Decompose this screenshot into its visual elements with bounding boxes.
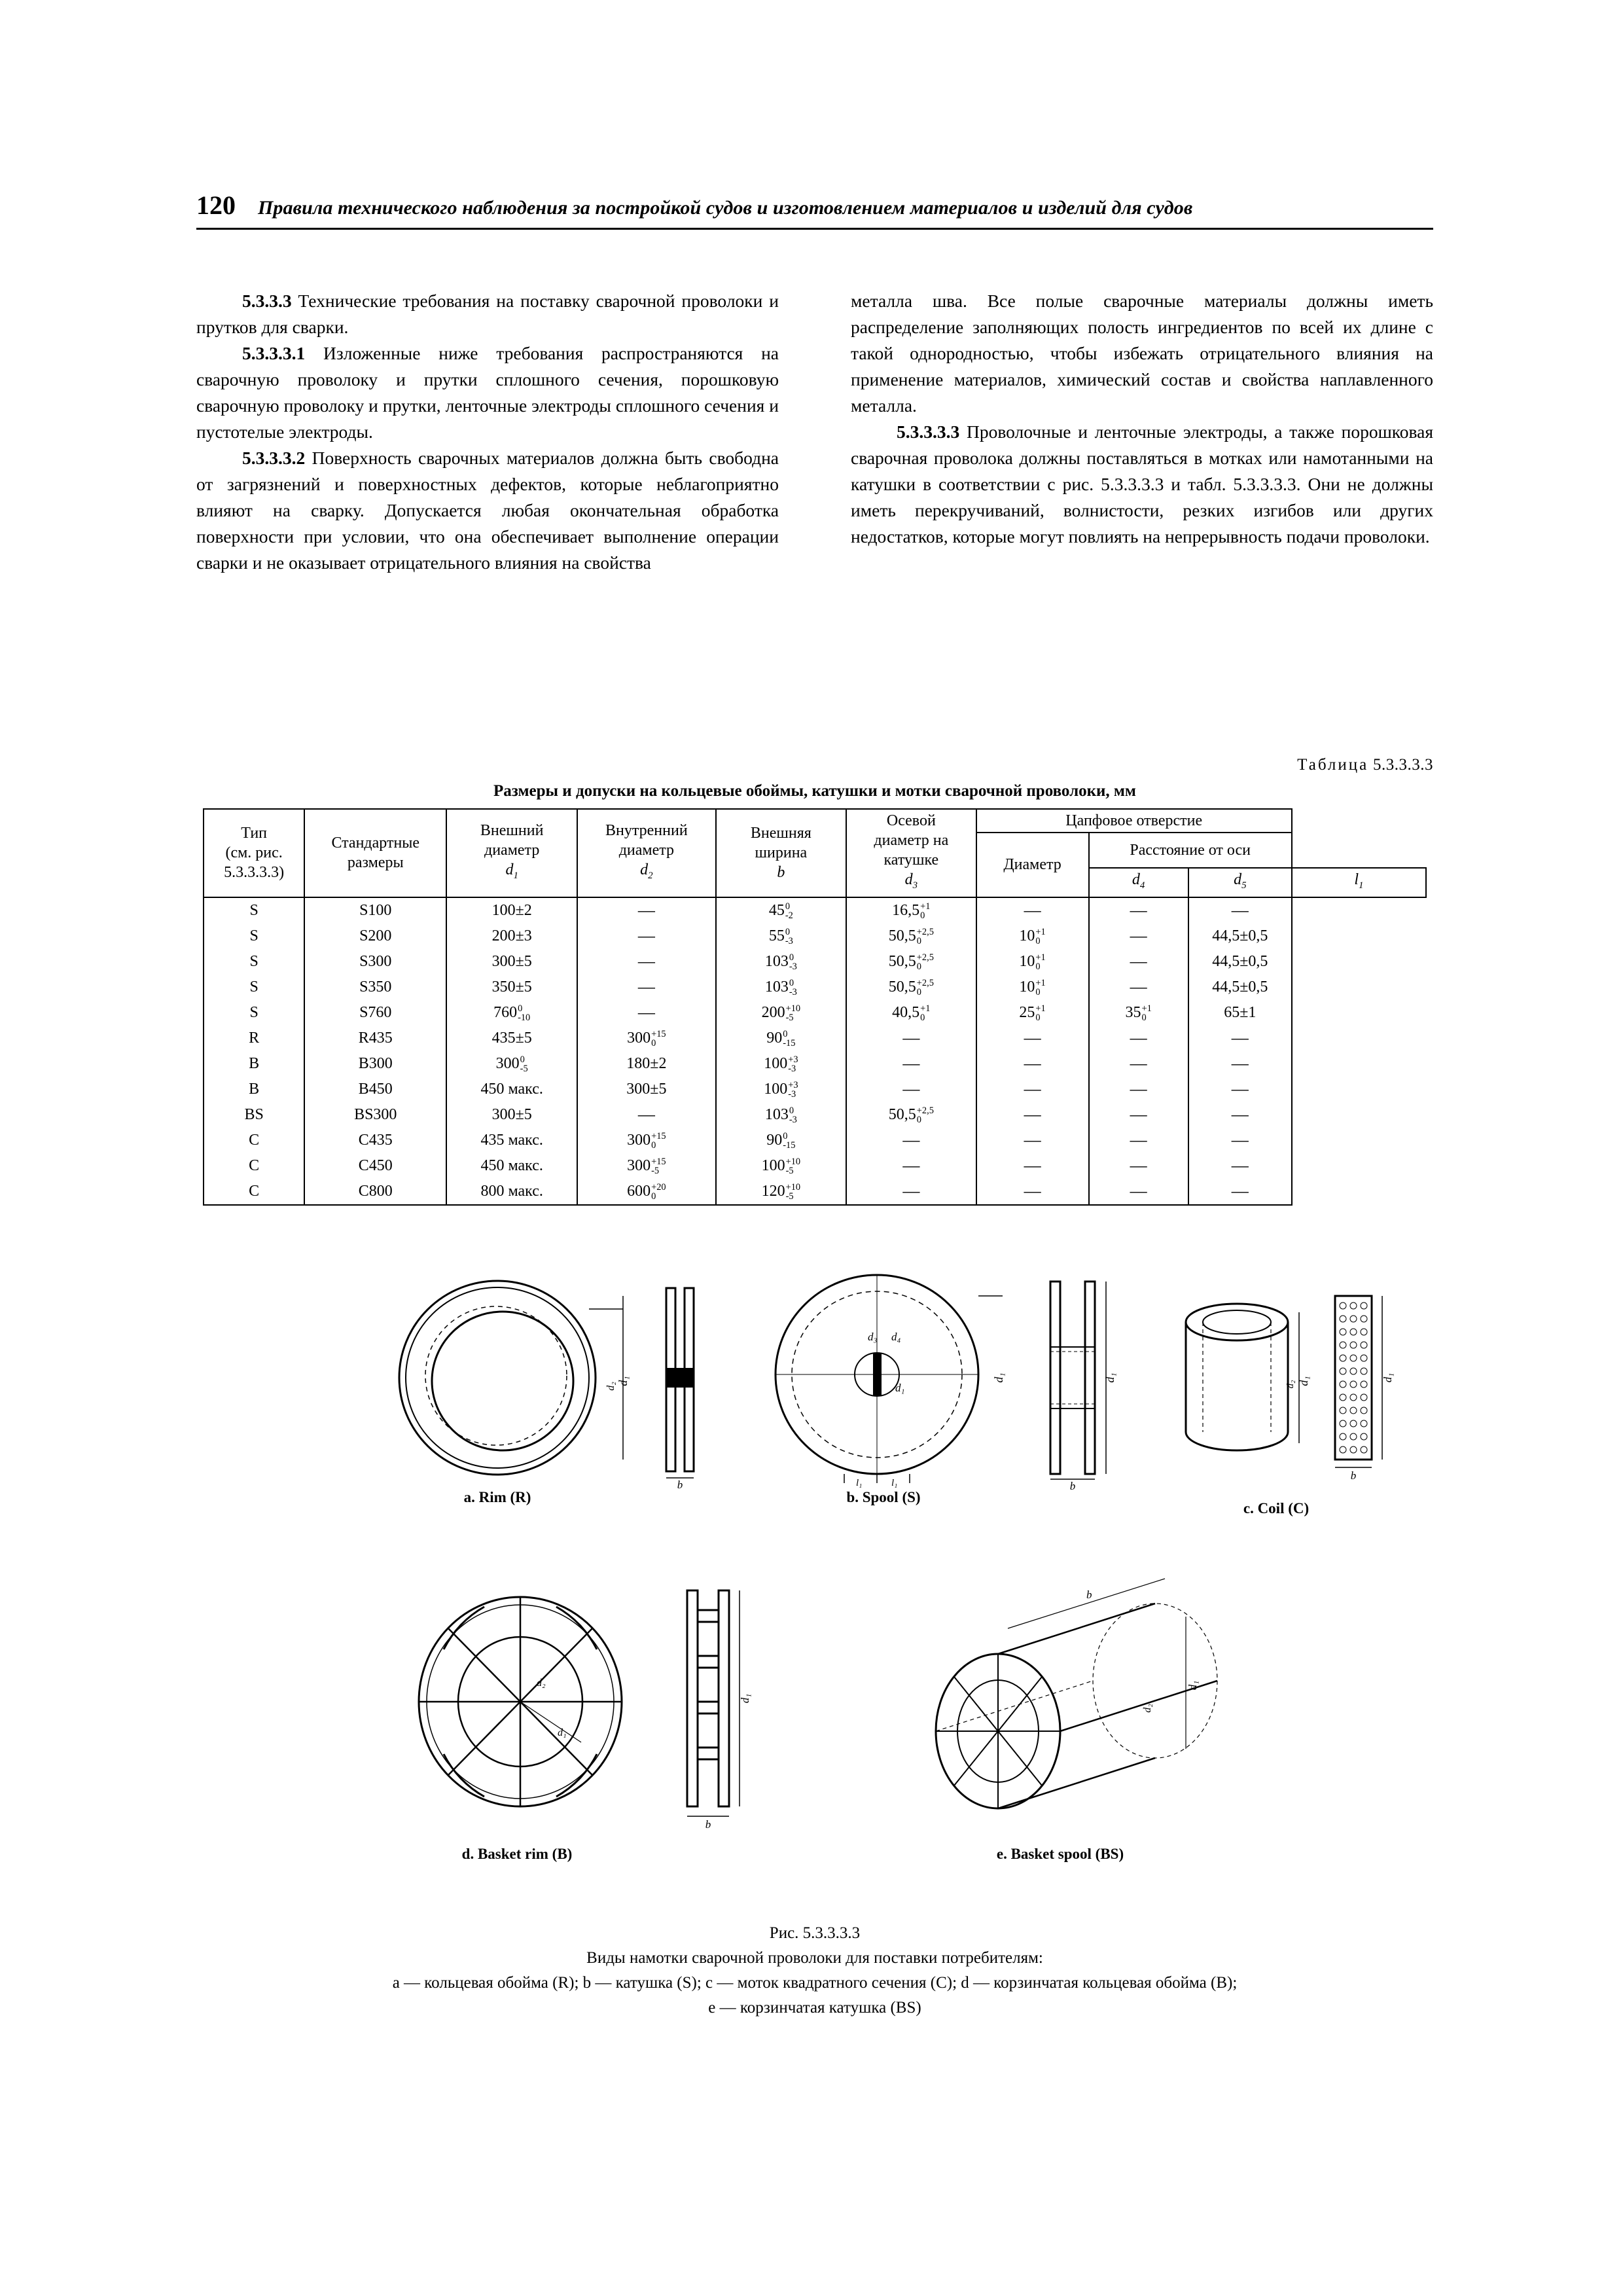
table-cell-l1: —	[1188, 1102, 1292, 1128]
table-cell-b: 200 +10 -5	[716, 1000, 846, 1026]
table-cell-d5: —	[1089, 1179, 1188, 1205]
table-cell-b: 100 +3 -3	[716, 1051, 846, 1077]
th-axial-diameter: Осевой диаметр на катушке $d_3$	[846, 809, 976, 897]
table-caption-label: Таблица	[1297, 756, 1369, 774]
table-row	[204, 897, 1426, 924]
table-cell-l1: —	[1188, 1179, 1292, 1205]
table-cell-b: 103 0 -3	[716, 949, 846, 975]
table-cell-std: S100	[304, 897, 446, 924]
table-cell-d3: —	[846, 1179, 976, 1205]
table-cell-type: C	[204, 1153, 304, 1179]
th-diameter: Диаметр	[976, 833, 1089, 897]
svg-text:b: b	[1086, 1588, 1092, 1601]
figure-rim-section	[628, 1270, 733, 1491]
table-cell-b: 90 0 -15	[716, 1128, 846, 1153]
table-cell-std: C435	[304, 1128, 446, 1153]
table-cell-d3: —	[846, 1051, 976, 1077]
table-cell-std: C450	[304, 1153, 446, 1179]
table-cell-d2: —	[577, 924, 716, 949]
figure-coil-drawing	[1165, 1283, 1315, 1499]
table-cell-d2: 300±5	[577, 1077, 716, 1102]
table-cell-d1: 350±5	[446, 975, 577, 1000]
figure-legend-line-1: a — кольцевая обойма (R); b — катушка (S); c — моток квадратного сечения (C); d — корзинчатая кольцевая обойма (B);	[392, 1974, 1238, 1992]
table-cell-d2: —	[577, 897, 716, 924]
table-cell-std: S200	[304, 924, 446, 949]
table-row	[204, 1077, 1426, 1102]
table-row	[204, 1179, 1426, 1205]
table-cell-d5: —	[1089, 1077, 1188, 1102]
table-header	[204, 809, 1426, 897]
th-standard: Стандартные размеры	[304, 809, 446, 897]
table-cell-std: B300	[304, 1051, 446, 1077]
table-cell-l1: —	[1188, 897, 1292, 924]
svg-text:b: b	[677, 1479, 683, 1491]
svg-text:d₂: d₂	[537, 1677, 546, 1689]
svg-text:l₁: l₁	[856, 1478, 863, 1488]
svg-text:d₁: d₁	[895, 1382, 905, 1394]
table-caption	[196, 756, 1433, 774]
figure-e-caption: e. Basket spool (BS)	[996, 1846, 1124, 1862]
table-cell-d4: 10 +1 0	[976, 949, 1089, 975]
table-cell-type: C	[204, 1128, 304, 1153]
figure-row-bottom	[196, 1558, 1433, 1937]
figure-a-caption: a. Rim (R)	[463, 1489, 531, 1505]
left-column	[196, 288, 779, 576]
table-caption-number: 5.3.3.3.3	[1373, 756, 1433, 774]
table-cell-l1: 65±1	[1188, 1000, 1292, 1026]
table-cell-d2: —	[577, 1000, 716, 1026]
table-cell-d4: —	[976, 1051, 1089, 1077]
svg-text:d₁: d₁	[739, 1693, 751, 1704]
table-cell-l1: 44,5±0,5	[1188, 949, 1292, 975]
svg-text:d₁: d₁	[616, 1376, 630, 1386]
paragraph-5333: 5.3.3.3 Технические требования на поставку сварочной проволоки и прутков для сварки.	[196, 291, 779, 337]
table-cell-d4: 10 +1 0	[976, 975, 1089, 1000]
table-cell-d5: —	[1089, 1128, 1188, 1153]
table-cell-d3: 50,5 +2,5 0	[846, 949, 976, 975]
svg-text:d₃: d₃	[868, 1331, 878, 1343]
table-cell-type: S	[204, 1000, 304, 1026]
table-cell-b: 120 +10 -5	[716, 1179, 846, 1205]
table-row	[204, 1102, 1426, 1128]
svg-text:d₂: d₂	[605, 1382, 616, 1391]
table-cell-d1: 300±5	[446, 1102, 577, 1128]
table-cell-d5: —	[1089, 1102, 1188, 1128]
page-number: 120	[196, 190, 236, 220]
table-cell-d1: 435 макс.	[446, 1128, 577, 1153]
svg-text:d₁: d₁	[992, 1372, 1005, 1383]
figure-spool-section	[1014, 1270, 1139, 1492]
figure-coil-section	[1309, 1283, 1407, 1499]
svg-text:d₁: d₁	[1103, 1372, 1116, 1383]
table-cell-d3: —	[846, 1128, 976, 1153]
table-row	[204, 1026, 1426, 1051]
figure-b-caption: b. Spool (S)	[846, 1489, 921, 1505]
figure-spool-drawing	[746, 1270, 1021, 1486]
table-cell-type: S	[204, 975, 304, 1000]
figure-rim-drawing	[386, 1270, 648, 1486]
table-row	[204, 1000, 1426, 1026]
svg-text:d₁: d₁	[558, 1727, 567, 1738]
table-cell-d1: 300±5	[446, 949, 577, 975]
svg-text:d₂: d₂	[1142, 1704, 1153, 1713]
table-row	[204, 1051, 1426, 1077]
svg-text:d₁: d₁	[1186, 1680, 1199, 1691]
table-cell-d3: 50,5 +2,5 0	[846, 924, 976, 949]
th-distance-from-axis: Расстояние от оси	[1089, 833, 1292, 868]
table-cell-d5: —	[1089, 1051, 1188, 1077]
table-cell-d2: 300 +15 0	[577, 1128, 716, 1153]
svg-text:d₄: d₄	[891, 1331, 901, 1343]
table-cell-d4: —	[976, 1102, 1089, 1128]
table-cell-std: S300	[304, 949, 446, 975]
table-cell-d5: —	[1089, 924, 1188, 949]
table-body	[204, 897, 1426, 1205]
table-cell-b: 100 +10 -5	[716, 1153, 846, 1179]
svg-text:d₁: d₁	[1297, 1376, 1310, 1386]
table-cell-d5: 35 +1 0	[1089, 1000, 1188, 1026]
table-cell-d1: 800 макс.	[446, 1179, 577, 1205]
table-cell-d4: —	[976, 1153, 1089, 1179]
table-cell-l1: —	[1188, 1026, 1292, 1051]
th-width: Внешняя ширина b	[716, 809, 846, 897]
table-cell-l1: —	[1188, 1128, 1292, 1153]
table-cell-d1: 300 0 -5	[446, 1051, 577, 1077]
figure-number: Рис. 5.3.3.3.3	[769, 1924, 861, 1942]
table-cell-d4: 25 +1 0	[976, 1000, 1089, 1026]
table-cell-l1: 44,5±0,5	[1188, 975, 1292, 1000]
th-trunnion-hole: Цапфовое отверстие	[976, 809, 1292, 833]
table-cell-d3: —	[846, 1026, 976, 1051]
table-cell-d3: —	[846, 1077, 976, 1102]
svg-text:b: b	[1350, 1469, 1357, 1482]
table-cell-std: C800	[304, 1179, 446, 1205]
table-cell-std: R435	[304, 1026, 446, 1051]
paragraph-53332: 5.3.3.3.2 Поверхность сварочных материалов должна быть свободна от загрязнений и поверхностных дефектов, которые неблагоприятно влияют на сварку. Допускается любая окончательная обработка поверхности при условии, что она обеспечивает выполнение операции сварки и не оказывает отрицательного влияния на свойства	[196, 448, 779, 573]
table-cell-d4: 10 +1 0	[976, 924, 1089, 949]
table-row	[204, 975, 1426, 1000]
table-cell-l1: —	[1188, 1051, 1292, 1077]
figure-title: Виды намотки сварочной проволоки для поставки потребителям:	[586, 1949, 1043, 1967]
table-cell-b: 45 0 -2	[716, 897, 846, 924]
table-cell-d2: 600 +20 0	[577, 1179, 716, 1205]
table-cell-d2: —	[577, 975, 716, 1000]
table-cell-d2: 300 +15 0	[577, 1026, 716, 1051]
th-type: Тип (см. рис. 5.3.3.3.3)	[204, 809, 304, 897]
svg-text:b: b	[1069, 1480, 1076, 1492]
table-cell-d1: 450 макс.	[446, 1153, 577, 1179]
table-cell-d4: —	[976, 1128, 1089, 1153]
table-cell-d2: 180±2	[577, 1051, 716, 1077]
table-cell-d1: 100±2	[446, 897, 577, 924]
figure-legend-line-2: e — корзинчатая катушка (BS)	[708, 1999, 921, 2017]
table-cell-d3: —	[846, 1153, 976, 1179]
table-cell-d3: 50,5 +2,5 0	[846, 1102, 976, 1128]
table-cell-type: B	[204, 1077, 304, 1102]
table-header-row-1	[204, 809, 1426, 833]
figure-d-caption: d. Basket rim (B)	[461, 1846, 573, 1862]
table-row	[204, 1128, 1426, 1153]
table-cell-d1: 435±5	[446, 1026, 577, 1051]
header-divider	[196, 228, 1433, 230]
th-l1: $l_1$	[1292, 868, 1426, 897]
figure-basket-rim-drawing	[406, 1571, 641, 1833]
table-row	[204, 949, 1426, 975]
right-column	[851, 288, 1433, 550]
figure-c-caption: c. Coil (C)	[1243, 1500, 1310, 1516]
table-cell-d5: —	[1089, 949, 1188, 975]
table-cell-d4: —	[976, 1077, 1089, 1102]
table-cell-l1: —	[1188, 1077, 1292, 1102]
table-cell-d1: 200±3	[446, 924, 577, 949]
svg-text:b: b	[705, 1818, 711, 1831]
svg-text:l₁: l₁	[891, 1478, 898, 1488]
table-cell-type: S	[204, 949, 304, 975]
table-cell-d4: —	[976, 897, 1089, 924]
th-d4: $d_4$	[1089, 868, 1188, 897]
table-cell-d3: 40,5 +1 0	[846, 1000, 976, 1026]
figure-basket-spool-drawing	[890, 1571, 1230, 1833]
table-cell-type: R	[204, 1026, 304, 1051]
th-outer-diameter: Внешний диаметр $d_1$	[446, 809, 577, 897]
table-cell-std: BS300	[304, 1102, 446, 1128]
table-cell-d3: 16,5 +1 0	[846, 897, 976, 924]
table-cell-d2: —	[577, 949, 716, 975]
table-cell-l1: —	[1188, 1153, 1292, 1179]
table-cell-type: S	[204, 924, 304, 949]
svg-text:d₁: d₁	[1382, 1372, 1394, 1383]
table-cell-type: C	[204, 1179, 304, 1205]
table-cell-b: 103 0 -3	[716, 975, 846, 1000]
th-inner-diameter: Внутренний диаметр $d_2$	[577, 809, 716, 897]
dimensions-table	[203, 808, 1427, 1206]
table-cell-d5: —	[1089, 1153, 1188, 1179]
page-header	[196, 190, 1433, 221]
table-row	[204, 1153, 1426, 1179]
paragraph-53333: 5.3.3.3.3 Проволочные и ленточные электроды, а также порошковая сварочная проволока должны поставляться в мотках или намотанными на катушки в соответствии с рис. 5.3.3.3.3 и табл. 5.3.3.3.3. Они не должны иметь перекручиваний, волнистости, резких изгибов или других недостатков, которые могут повлиять на непрерывность подачи проволоки.	[851, 422, 1433, 547]
table-cell-std: S760	[304, 1000, 446, 1026]
table-cell-d3: 50,5 +2,5 0	[846, 975, 976, 1000]
table-cell-d2: —	[577, 1102, 716, 1128]
table-cell-d5: —	[1089, 1026, 1188, 1051]
figure-basket-rim-section	[654, 1577, 759, 1839]
table-cell-d4: —	[976, 1026, 1089, 1051]
table-cell-b: 100 +3 -3	[716, 1077, 846, 1102]
table-cell-b: 90 0 -15	[716, 1026, 846, 1051]
table-cell-type: S	[204, 897, 304, 924]
table-cell-d1: 450 макс.	[446, 1077, 577, 1102]
paragraph-continued: металла шва. Все полые сварочные материалы должны иметь распределение заполняющих полость ингредиентов по всей их длине с такой однородностью, чтобы избежать отрицательного влияния на применение материалов, химический состав и свойства наплавленного металла.	[851, 291, 1433, 416]
running-title: Правила технического наблюдения за постройкой судов и изготовлением материалов и изделий для судов	[258, 197, 1193, 219]
table-cell-d5: —	[1089, 897, 1188, 924]
table-cell-d5: —	[1089, 975, 1188, 1000]
table-cell-b: 103 0 -3	[716, 1102, 846, 1128]
table-row	[204, 924, 1426, 949]
table-cell-d4: —	[976, 1179, 1089, 1205]
paragraph-53331: 5.3.3.3.1 Изложенные ниже требования распространяются на сварочную проволоку и прутки сплошного сечения, порошковую сварочную проволоку и прутки, ленточные электроды сплошного сечения и пустотелые электроды.	[196, 343, 779, 442]
table-title: Размеры и допуски на кольцевые обоймы, катушки и мотки сварочной проволоки, мм	[493, 782, 1136, 800]
table-cell-type: B	[204, 1051, 304, 1077]
table-cell-std: B450	[304, 1077, 446, 1102]
th-d5: $d_5$	[1188, 868, 1292, 897]
table-cell-std: S350	[304, 975, 446, 1000]
table-cell-type: BS	[204, 1102, 304, 1128]
table-cell-l1: 44,5±0,5	[1188, 924, 1292, 949]
svg-text:d₂: d₂	[1285, 1380, 1296, 1389]
table-cell-b: 55 0 -3	[716, 924, 846, 949]
table-cell-d2: 300 +15 -5	[577, 1153, 716, 1179]
table-cell-d1: 760 0 -10	[446, 1000, 577, 1026]
